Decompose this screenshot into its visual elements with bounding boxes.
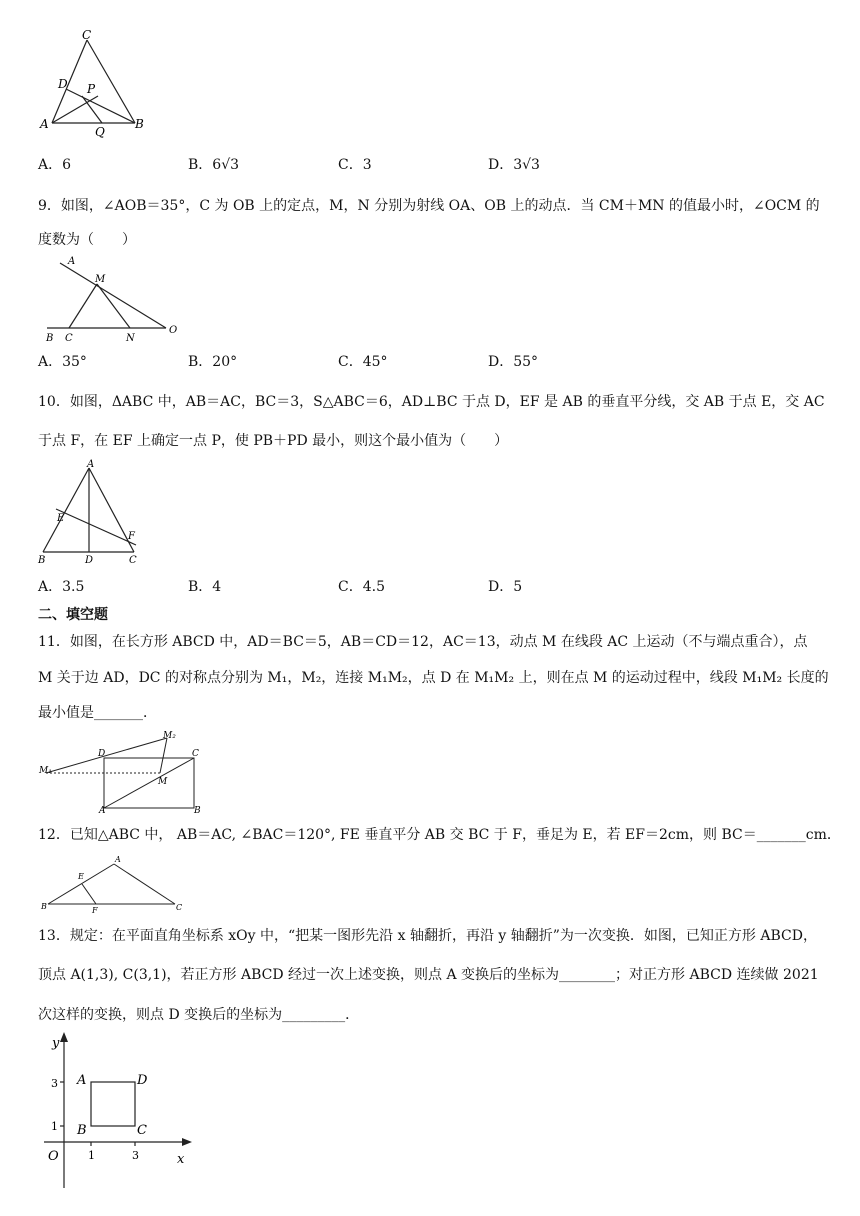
q13-label-o: O: [48, 1149, 59, 1164]
q8-label-a: A: [40, 117, 49, 131]
q11-text-line1: 11．如图，在长方形 ABCD 中，AD＝BC＝5，AB＝CD＝12，AC＝13，动点 M 在线段 AC 上运动（不与端点重合），点: [38, 634, 808, 650]
q10-text-line2: 于点 F，在 EF 上确定一点 P，使 PB＋PD 最小，则这个最小值为（ ）: [38, 433, 509, 449]
q10-label-f: F: [128, 531, 135, 542]
q9-option-d: D．55°: [488, 354, 539, 370]
q12-label-b: B: [41, 902, 47, 911]
q10-option-d: D．5: [488, 579, 523, 595]
q9-label-n: N: [126, 333, 135, 344]
q10-label-a: A: [87, 459, 95, 470]
q8-label-p: P: [87, 82, 96, 96]
q10-option-a: A．3.5: [38, 579, 85, 595]
q8-option-b: B．6√3: [188, 157, 240, 173]
q10-text-line1: 10．如图，ΔABC 中，AB＝AC，BC＝3，S△ABC＝6，AD⊥BC 于点 D，EF 是 AB 的垂直平分线，交 AB 于点 E，交 AC: [38, 394, 825, 410]
q10-label-e: E: [57, 513, 65, 524]
q12-text-line1: 12．已知△ABC 中， AB＝AC, ∠BAC＝120°, FE 垂直平分 AB 交 BC 于 F，垂足为 E，若 EF＝2cm，则 BC＝_______cm．: [38, 827, 841, 843]
q10-label-c: C: [129, 555, 137, 566]
q13-label-y: y: [52, 1036, 60, 1051]
q13-label-c: C: [137, 1123, 147, 1138]
q13-label-b: B: [77, 1123, 87, 1138]
q12-label-f: F: [92, 906, 98, 914]
q12-label-e: E: [78, 872, 84, 881]
q11-label-m: M: [158, 777, 168, 787]
q13-figure: [38, 1030, 198, 1190]
q9-text-line1: 9．如图，∠AOB＝35°，C 为 OB 上的定点，M，N 分别为射线 OA、OB 上的动点．当 CM＋MN 的值最小时，∠OCM 的: [38, 198, 820, 214]
q8-option-d: D．3√3: [488, 157, 540, 173]
q11-label-m1: M₁: [39, 766, 52, 776]
q9-label-a: A: [68, 256, 76, 267]
q10-label-d: D: [85, 555, 94, 566]
q11-text-line3: 最小值是_______．: [38, 705, 157, 721]
q9-text-line2: 度数为（ ）: [38, 232, 136, 248]
q13-label-x: x: [177, 1152, 185, 1167]
q11-label-b: B: [194, 806, 201, 814]
q9-label-c: C: [65, 333, 73, 344]
q13-tick-y3: 3: [51, 1077, 58, 1090]
q10-option-c: C．4.5: [338, 579, 385, 595]
q12-label-a: A: [115, 855, 121, 864]
q13-label-a: A: [77, 1073, 87, 1088]
q9-label-m: M: [95, 274, 106, 285]
q8-option-c: C．3: [338, 157, 372, 173]
q10-option-b: B．4: [188, 579, 222, 595]
q13-label-d: D: [137, 1073, 148, 1088]
q12-label-c: C: [176, 903, 183, 912]
q9-option-b: B．20°: [188, 354, 238, 370]
q9-label-b: B: [46, 333, 54, 344]
q13-tick-x1: 1: [88, 1149, 95, 1162]
q10-label-b: B: [38, 555, 46, 566]
q8-label-b: B: [135, 117, 144, 131]
q11-label-c: C: [192, 749, 199, 759]
q12-figure: [38, 852, 188, 914]
q8-label-d: D: [58, 77, 68, 91]
q8-label-c: C: [82, 28, 92, 42]
q11-figure: [36, 728, 216, 814]
q9-label-o: O: [169, 325, 178, 336]
q8-figure: [36, 28, 156, 140]
q9-figure: [40, 252, 185, 344]
section-title: 二、填空题: [38, 607, 108, 623]
q11-text-line2: M 关于边 AD，DC 的对称点分别为 M₁，M₂，连接 M₁M₂，点 D 在 M₁M₂ 上，则在点 M 的运动过程中，线段 M₁M₂ 长度的: [38, 670, 829, 686]
q8-option-a: A．6: [38, 157, 72, 173]
q9-option-a: A．35°: [38, 354, 87, 370]
q13-text-line1: 13．规定：在平面直角坐标系 xOy 中，“把某一图形先沿 x 轴翻折，再沿 y 轴翻折”为一次变换．如图，已知正方形 ABCD，: [38, 928, 817, 944]
q13-tick-x3: 3: [132, 1149, 139, 1162]
q11-label-d: D: [98, 749, 106, 759]
q10-figure: [36, 456, 146, 568]
q9-option-c: C．45°: [338, 354, 388, 370]
q11-label-m2: M₂: [163, 731, 176, 741]
q8-label-q: Q: [95, 125, 105, 139]
q13-text-line3: 次这样的变换，则点 D 变换后的坐标为_________．: [38, 1007, 360, 1023]
q11-label-a: A: [99, 806, 106, 814]
q13-tick-y1: 1: [51, 1120, 58, 1133]
q13-text-line2: 顶点 A(1,3), C(3,1)，若正方形 ABCD 经过一次上述变换，则点 A 变换后的坐标为________；对正方形 ABCD 连续做 2021: [38, 967, 819, 983]
